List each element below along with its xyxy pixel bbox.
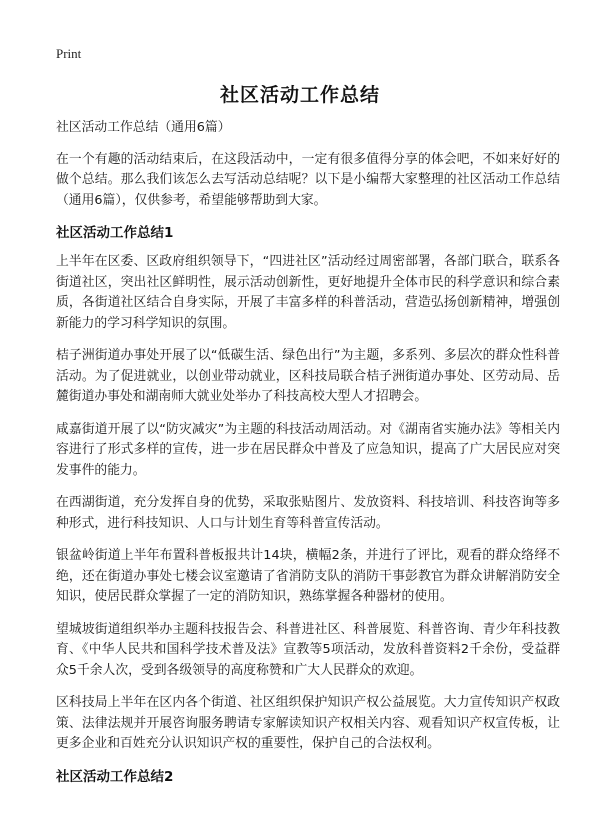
section1-paragraph-4: 在西湖街道，充分发挥自身的优势，采取张贴图片、发放资料、科技培训、科技咨询等多种形式，进行科技知识、人口与计划生育等科普宣传活动。 xyxy=(56,495,560,531)
section1-paragraph-6: 望城坡街道组织举办主题科技报告会、科普进社区、科普展览、科普咨询、青少年科技教育、《中华人民共和国科学技术普及法》宣教等5项活动，发放科普资料2千余份，受益群众5千余人次，受到各级领导的高度称赞和广大人民群众的欢迎。 xyxy=(56,621,560,678)
section1-paragraph-7: 区科技局上半年在区内各个街道、社区组织保护知识产权公益展览。大力宣传知识产权政策、法律法规并开展咨询服务聘请专家解读知识产权相关内容、观看知识产权宣传板，让更多企业和百姓充分认识知识产权的重要性，保护自己的合法权利。 xyxy=(56,695,560,751)
section-heading-1: 社区活动工作总结1 xyxy=(56,225,174,241)
intro-paragraph: 在一个有趣的活动结束后，在这段活动中，一定有很多值得分享的体会吧，不如来好好的做个总结。那么我们该怎么去写活动总结呢？以下是小编帮大家整理的社区活动工作总结（通用6篇），仅供参考，希望能够帮助到大家。 xyxy=(56,151,560,208)
section1-paragraph-5: 银盆岭街道上半年布置科普板报共计14块，横幅2条，并进行了评比，观看的群众络绎不绝，还在街道办事处七楼会议室邀请了省消防支队的消防干事彭教官为群众讲解消防安全知识，使居民群众掌握了一定的消防知识，熟练掌握各种器材的使用。 xyxy=(56,548,560,604)
section1-paragraph-1: 上半年在区委、区政府组织领导下，“四进社区”活动经过周密部署，各部门联合，联系各街道社区，突出社区鲜明性，展示活动创新性，更好地提升全体市民的科学意识和综合素质，各街道社区结合自身实际，开展了丰富多样的科普活动，营造弘扬创新精神，增强创新能力的学习科学知识的氛围。 xyxy=(56,254,560,331)
document-content xyxy=(56,118,560,796)
page-title: 社区活动工作总结 xyxy=(219,84,380,106)
document-subtitle: 社区活动工作总结（通用6篇） xyxy=(56,120,231,135)
section-heading-2: 社区活动工作总结2 xyxy=(56,768,174,785)
section1-paragraph-3: 咸嘉街道开展了以“防灾减灾”为主题的科技活动周活动。对《湖南省实施办法》等相关内容进行了形式多样的宣传，进一步在居民群众中普及了应急知识，提高了广大居民应对突发事件的能力。 xyxy=(56,421,560,478)
print-label[interactable]: Print xyxy=(56,46,82,61)
section1-paragraph-2: 桔子洲街道办事处开展了以“低碳生活、绿色出行”为主题，多系列、多层次的群众性科普活动。为了促进就业，以创业带动就业，区科技局联合桔子洲街道办事处、区劳动局、岳麓街道办事处和湖南师大就业处举办了科技高校大型人才招聘会。 xyxy=(56,348,560,404)
